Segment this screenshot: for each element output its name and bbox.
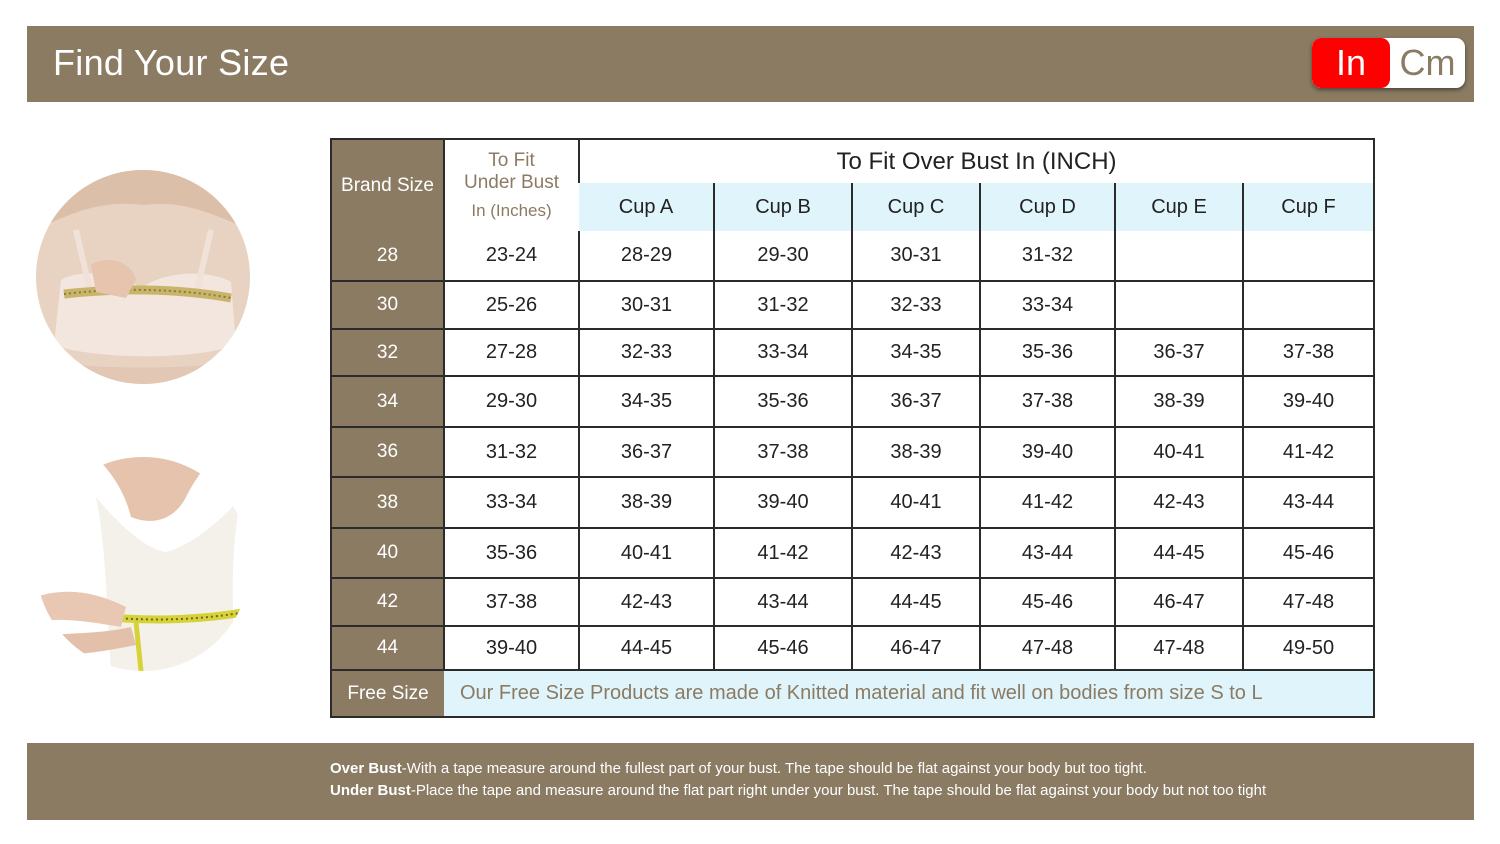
cup-value-cell [1243, 281, 1374, 329]
under-bust-cell: 33-34 [444, 477, 579, 528]
cup-value-cell: 43-44 [980, 528, 1115, 578]
cup-value-cell: 36-37 [579, 427, 714, 477]
cup-header: Cup D [980, 183, 1115, 231]
cup-value-cell: 44-45 [1115, 528, 1243, 578]
brand-size-cell: 42 [331, 578, 444, 626]
cup-value-cell: 37-38 [980, 376, 1115, 427]
over-bust-text: -With a tape measure around the fullest part of your bust. The tape should be flat against your body but too tight. [401, 760, 1147, 777]
cup-value-cell: 35-36 [714, 376, 852, 427]
cup-value-cell: 37-38 [714, 427, 852, 477]
under-bust-cell: 27-28 [444, 329, 579, 376]
under-bust-header-line2: Under Bust [463, 171, 560, 193]
under-bust-measure-photo [36, 457, 250, 671]
cup-value-cell: 38-39 [579, 477, 714, 528]
table-row [331, 281, 1374, 329]
cup-value-cell: 39-40 [714, 477, 852, 528]
free-size-row [331, 670, 1374, 717]
cup-value-cell: 47-48 [1115, 626, 1243, 670]
cup-value-cell: 42-43 [852, 528, 980, 578]
under-bust-cell: 31-32 [444, 427, 579, 477]
cup-value-cell [1115, 231, 1243, 281]
under-bust-header-unit: In (Inches) [471, 200, 552, 220]
table-row [331, 477, 1374, 528]
cup-value-cell: 33-34 [980, 281, 1115, 329]
cup-header: Cup B [714, 183, 852, 231]
cup-value-cell: 33-34 [714, 329, 852, 376]
unit-toggle[interactable] [1312, 38, 1465, 88]
free-size-label: Free Size [331, 670, 444, 717]
brand-size-header: Brand Size [331, 139, 444, 231]
brand-size-cell: 44 [331, 626, 444, 670]
cup-value-cell: 34-35 [579, 376, 714, 427]
cup-value-cell: 32-33 [852, 281, 980, 329]
cup-value-cell: 45-46 [1243, 528, 1374, 578]
cup-value-cell: 43-44 [714, 578, 852, 626]
free-size-note: Our Free Size Products are made of Knitted material and fit well on bodies from size S to L [444, 670, 1374, 717]
cup-value-cell: 36-37 [1115, 329, 1243, 376]
over-bust-instruction [330, 760, 1147, 777]
cup-value-cell: 47-48 [980, 626, 1115, 670]
cup-value-cell: 31-32 [714, 281, 852, 329]
cup-value-cell: 43-44 [1243, 477, 1374, 528]
cup-header: Cup A [579, 183, 714, 231]
cup-value-cell: 31-32 [980, 231, 1115, 281]
cup-value-cell: 46-47 [1115, 578, 1243, 626]
cup-value-cell: 32-33 [579, 329, 714, 376]
cup-value-cell: 44-45 [852, 578, 980, 626]
under-bust-instruction [330, 782, 1266, 799]
cup-value-cell: 41-42 [1243, 427, 1374, 477]
under-bust-cell: 23-24 [444, 231, 579, 281]
under-bust-header-line1: To Fit [488, 149, 535, 171]
cup-value-cell: 47-48 [1243, 578, 1374, 626]
table-row [331, 231, 1374, 281]
cup-value-cell: 28-29 [579, 231, 714, 281]
unit-inches-button[interactable]: In [1312, 38, 1390, 88]
measuring-instructions [27, 743, 1474, 820]
cup-value-cell: 29-30 [714, 231, 852, 281]
under-bust-cell: 29-30 [444, 376, 579, 427]
over-bust-measure-photo [36, 170, 250, 384]
page-title: Find Your Size [53, 42, 290, 83]
brand-size-cell: 34 [331, 376, 444, 427]
cup-header: Cup C [852, 183, 980, 231]
cup-value-cell: 40-41 [852, 477, 980, 528]
cup-value-cell: 37-38 [1243, 329, 1374, 376]
cup-value-cell: 30-31 [579, 281, 714, 329]
under-bust-label: Under Bust [330, 782, 411, 799]
cup-value-cell: 39-40 [1243, 376, 1374, 427]
under-bust-header [444, 139, 579, 231]
cup-value-cell: 45-46 [980, 578, 1115, 626]
brand-size-cell: 36 [331, 427, 444, 477]
cup-value-cell: 36-37 [852, 376, 980, 427]
cup-header: Cup F [1243, 183, 1374, 231]
under-bust-cell: 35-36 [444, 528, 579, 578]
brand-size-cell: 28 [331, 231, 444, 281]
cup-value-cell: 39-40 [980, 427, 1115, 477]
cup-value-cell: 42-43 [1115, 477, 1243, 528]
cup-value-cell [1115, 281, 1243, 329]
table-row [331, 376, 1374, 427]
cup-header: Cup E [1115, 183, 1243, 231]
header-bar [27, 26, 1474, 102]
under-bust-cell: 37-38 [444, 578, 579, 626]
cup-value-cell: 46-47 [852, 626, 980, 670]
cup-value-cell: 41-42 [980, 477, 1115, 528]
table-row [331, 427, 1374, 477]
cup-value-cell: 38-39 [1115, 376, 1243, 427]
cup-value-cell: 42-43 [579, 578, 714, 626]
cup-value-cell: 49-50 [1243, 626, 1374, 670]
brand-size-cell: 30 [331, 281, 444, 329]
unit-cm-button[interactable]: Cm [1399, 42, 1456, 83]
cup-value-cell: 40-41 [1115, 427, 1243, 477]
under-bust-cell: 39-40 [444, 626, 579, 670]
over-bust-label: Over Bust [330, 760, 402, 777]
table-row [331, 626, 1374, 670]
cup-value-cell: 35-36 [980, 329, 1115, 376]
table-row [331, 578, 1374, 626]
table-row [331, 528, 1374, 578]
cup-value-cell: 34-35 [852, 329, 980, 376]
cup-value-cell: 38-39 [852, 427, 980, 477]
under-bust-cell: 25-26 [444, 281, 579, 329]
cup-value-cell: 45-46 [714, 626, 852, 670]
brand-size-cell: 32 [331, 329, 444, 376]
over-bust-header: To Fit Over Bust In (INCH) [579, 139, 1374, 183]
table-row [331, 329, 1374, 376]
cup-value-cell: 44-45 [579, 626, 714, 670]
brand-size-cell: 38 [331, 477, 444, 528]
under-bust-text: -Place the tape and measure around the flat part right under your bust. The tape should be flat against your body but not too tight [410, 782, 1267, 799]
brand-size-cell: 40 [331, 528, 444, 578]
cup-value-cell: 41-42 [714, 528, 852, 578]
cup-value-cell: 40-41 [579, 528, 714, 578]
cup-value-cell [1243, 231, 1374, 281]
size-chart-table [330, 138, 1375, 718]
cup-value-cell: 30-31 [852, 231, 980, 281]
